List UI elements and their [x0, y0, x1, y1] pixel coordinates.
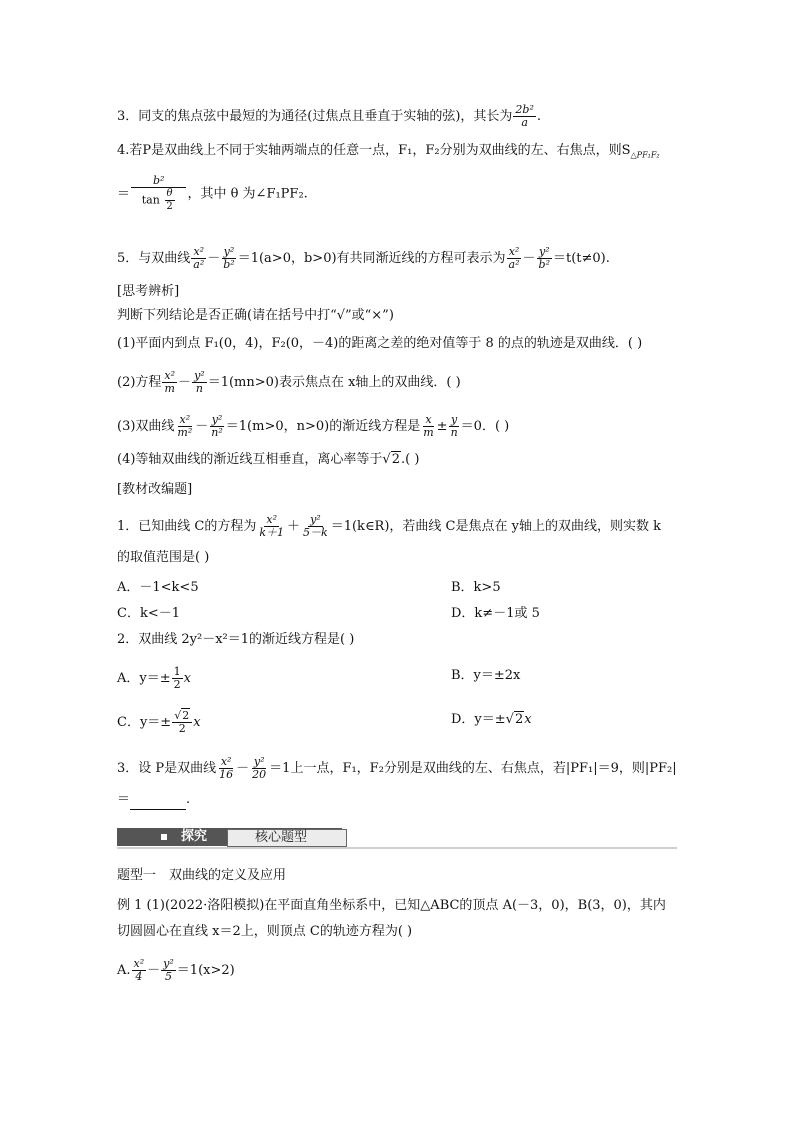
example-1-line2: 切圆圆心在直线 x＝2上，则顶点 C的轨迹方程为( ) — [117, 924, 413, 939]
section-banner — [117, 828, 677, 848]
property-5: 5．与双曲线 $\frac{\text{x²}}{\text{a²}}$ － $\frac{\text{y²}}{\text{b²}}$ ＝1(a>0，b>0)有共同渐近线的方程可表示为 $\frac{\text{x²}}{\text{a²}}$ － $\frac{\text{y²}}{\text{b²}}$ ＝t(t≠0). — [117, 245, 610, 271]
latus-rectum-fraction: $\frac{\text{2b²}}{a}$ — [515, 103, 534, 129]
think-intro: 判断下列结论是否正确(请在括号中打“√”或“×”) — [117, 308, 394, 323]
textbook-q2-options-cd — [117, 710, 677, 735]
banner-label-explore: 探究 — [181, 829, 208, 844]
think-q1: (1)平面内到点 F₁(0，4)，F₂(0，－4)的距离之差的绝对值等于 8 的点的轨迹是双曲线．( ) — [117, 336, 643, 351]
textbook-q2-options-ab — [117, 666, 677, 691]
property-3: 3．同支的焦点弦中最短的为通径(过焦点且垂直于实轴的弦)，其长为 $\frac{\text{2b²}}{a}$ . — [117, 103, 542, 129]
topic-title: 题型一 双曲线的定义及应用 — [117, 868, 287, 883]
property-4-line1: 4.若P是双曲线上不同于实轴两端点的任意一点，F₁，F₂分别为双曲线的左、右焦点，则$S_{\triangle PF_1F_2}$ — [117, 143, 660, 160]
think-q4: (4)等轴双曲线的渐近线互相垂直，离心率等于√2.( ) — [117, 452, 420, 467]
option-d: D．k≠－1或 5 — [451, 606, 540, 621]
think-heading: [思考辨析] — [117, 284, 180, 299]
option-b: B．y＝±2x — [451, 668, 521, 683]
square-bullet-icon — [161, 834, 167, 840]
banner-label-core: 核心题型 — [255, 830, 308, 845]
example-1-option-a: A. $\frac{\text{x²}}{4}$ － $\frac{\text{y²}}{5}$ ＝1(x>2) — [117, 957, 235, 983]
option-b: B．k>5 — [451, 580, 501, 595]
option-a: A．y＝± $\frac{1}{2}$ x — [117, 665, 191, 691]
option-c: C．y＝± $\frac{√2}{2}$ x — [117, 709, 201, 735]
textbook-q1-line2: 的取值范围是( ) — [117, 550, 210, 565]
textbook-q3-line2: ＝ . — [117, 790, 677, 810]
option-d: D．y＝±√2x — [451, 712, 532, 727]
think-q3: (3)双曲线 $\frac{\text{x²}}{\text{m²}}$ － $\frac{\text{y²}}{\text{n²}}$ ＝1(m>0，n>0)的渐近线方程是 $\frac{x}{m}$ ± $\frac{y}{n}$ ＝0．( ) — [117, 413, 510, 439]
textbook-q1-options-cd — [117, 604, 677, 624]
example-1-line1: 例 1 (1)(2022·洛阳模拟)在平面直角坐标系中，已知△ABC的顶点 A(－3，0)，B(3，0)，其内 — [117, 898, 666, 913]
property-4-line2: ＝ b² tan $\frac{\theta}{2}$ ，其中 θ 为∠F₁PF₂. — [117, 174, 308, 212]
focal-triangle-area-fraction: b² tan $\frac{\theta}{2}$ — [131, 175, 186, 213]
textbook-q1: 1．已知曲线 C的方程为 $\frac{\text{x²}}{k+1}$ ＋ $\frac{\text{y²}}{5-k}$ ＝1(k∈R)，若曲线 C是焦点在 y轴上的双曲线，则实数 k — [117, 513, 661, 539]
answer-blank — [130, 795, 186, 810]
textbook-q2: 2．双曲线 2y²－x²＝1的渐近线方程是( ) — [117, 632, 355, 647]
option-a: A．－1<k<5 — [117, 580, 199, 595]
textbook-q3: 3．设 P是双曲线 $\frac{\text{x²}}{16}$ － $\frac{\text{y²}}{20}$ ＝1上一点，F₁，F₂分别是双曲线的左、右焦点，若|PF₁|＝9，则|PF₂| — [117, 755, 677, 781]
think-q2: (2)方程 $\frac{\text{x²}}{m}$ － $\frac{\text{y²}}{n}$ ＝1(mn>0)表示焦点在 x轴上的双曲线．( ) — [117, 369, 461, 395]
textbook-heading: [教材改编题] — [117, 482, 193, 497]
option-c: C．k<－1 — [117, 606, 180, 621]
textbook-q1-options-ab — [117, 578, 677, 598]
